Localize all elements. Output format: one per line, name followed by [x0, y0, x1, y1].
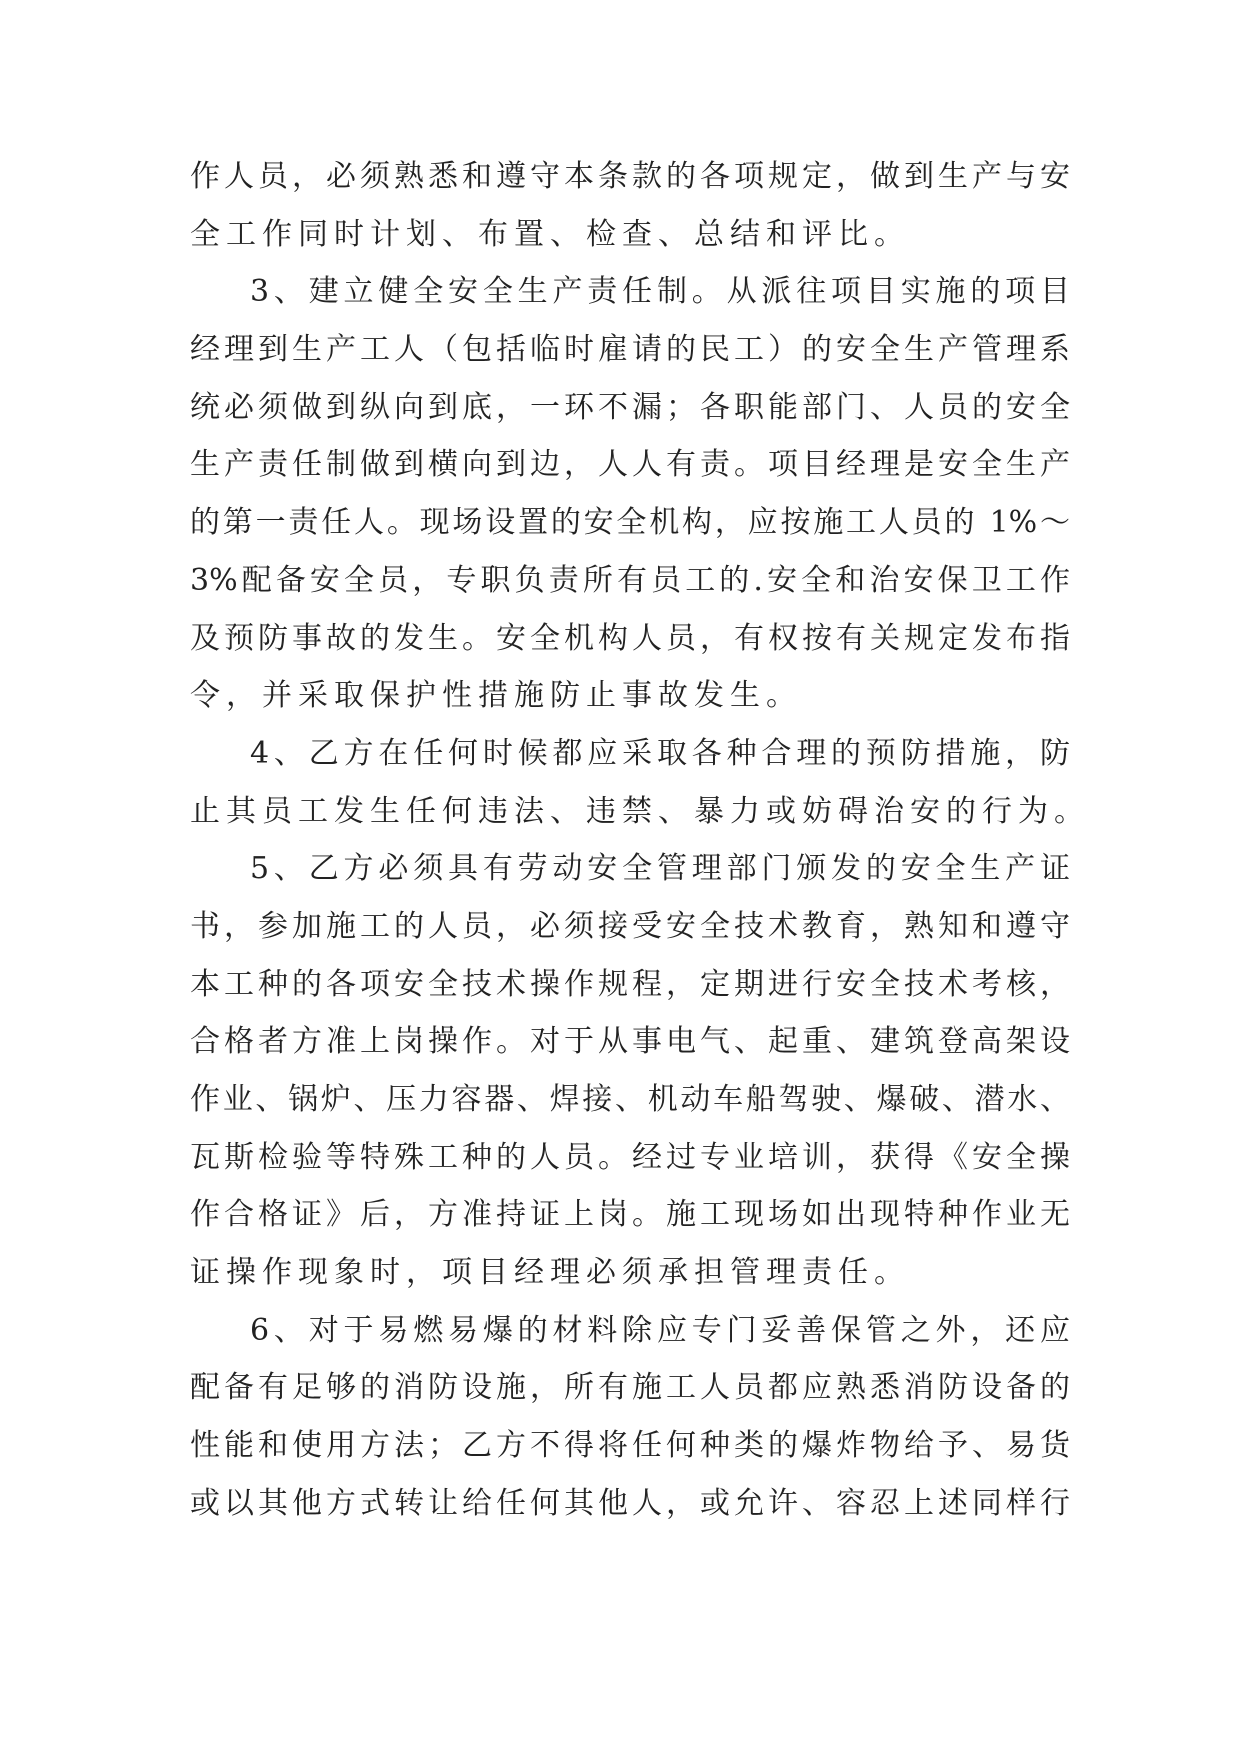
text-line: 止其员工发生任何违法、违禁、暴力或妨碍治安的行为。: [190, 793, 1090, 829]
text-line: 合格者方准上岗操作。对于从事电气、起重、建筑登高架设: [190, 1024, 1070, 1060]
text-line: 性能和使用方法；乙方不得将任何种类的爆炸物给予、易货: [190, 1428, 1070, 1464]
text-line: 瓦斯检验等特殊工种的人员。经过专业培训，获得《安全操: [190, 1139, 1070, 1175]
text-line: 3、建立健全安全生产责任制。从派往项目实施的项目: [250, 274, 1070, 310]
text-line: 或以其他方式转让给任何其他人，或允许、容忍上述同样行: [190, 1485, 1070, 1521]
text-line: 生产责任制做到横向到边，人人有责。项目经理是安全生产: [190, 447, 1070, 483]
text-line: 经理到生产工人（包括临时雇请的民工）的安全生产管理系: [190, 332, 1070, 368]
text-line: 作业、锅炉、压力容器、焊接、机动车船驾驶、爆破、潜水、: [190, 1082, 1070, 1117]
text-line: 6、对于易燃易爆的材料除应专门妥善保管之外，还应: [250, 1312, 1070, 1348]
text-line: 本工种的各项安全技术操作规程，定期进行安全技术考核，: [190, 966, 1070, 1002]
text-line: 作合格证》后，方准持证上岗。施工现场如出现特种作业无: [190, 1197, 1070, 1233]
text-line: 书，参加施工的人员，必须接受安全技术教育，熟知和遵守: [190, 908, 1070, 944]
text-line: 配备有足够的消防设施，所有施工人员都应熟悉消防设备的: [190, 1370, 1070, 1406]
text-line: 4、乙方在任何时候都应采取各种合理的预防措施，防: [250, 735, 1070, 771]
text-line: 令，并采取保护性措施防止事故发生。: [190, 678, 802, 714]
text-line: 及预防事故的发生。安全机构人员，有权按有关规定发布指: [190, 620, 1070, 656]
text-line: 证操作现象时，项目经理必须承担管理责任。: [190, 1255, 910, 1291]
text-line: 的第一责任人。现场设置的安全机构，应按施工人员的 1%～: [190, 505, 1070, 541]
text-line: 统必须做到纵向到底，一环不漏；各职能部门、人员的安全: [190, 389, 1070, 425]
document-body: [190, 148, 1090, 1533]
text-line: 5、乙方必须具有劳动安全管理部门颁发的安全生产证: [250, 851, 1070, 887]
text-line: 作人员，必须熟悉和遵守本条款的各项规定，做到生产与安: [190, 159, 1070, 194]
text-line: 3%配备安全员，专职负责所有员工的.安全和治安保卫工作: [190, 562, 1070, 598]
text-line: 全工作同时计划、布置、检查、总结和评比。: [190, 216, 910, 252]
